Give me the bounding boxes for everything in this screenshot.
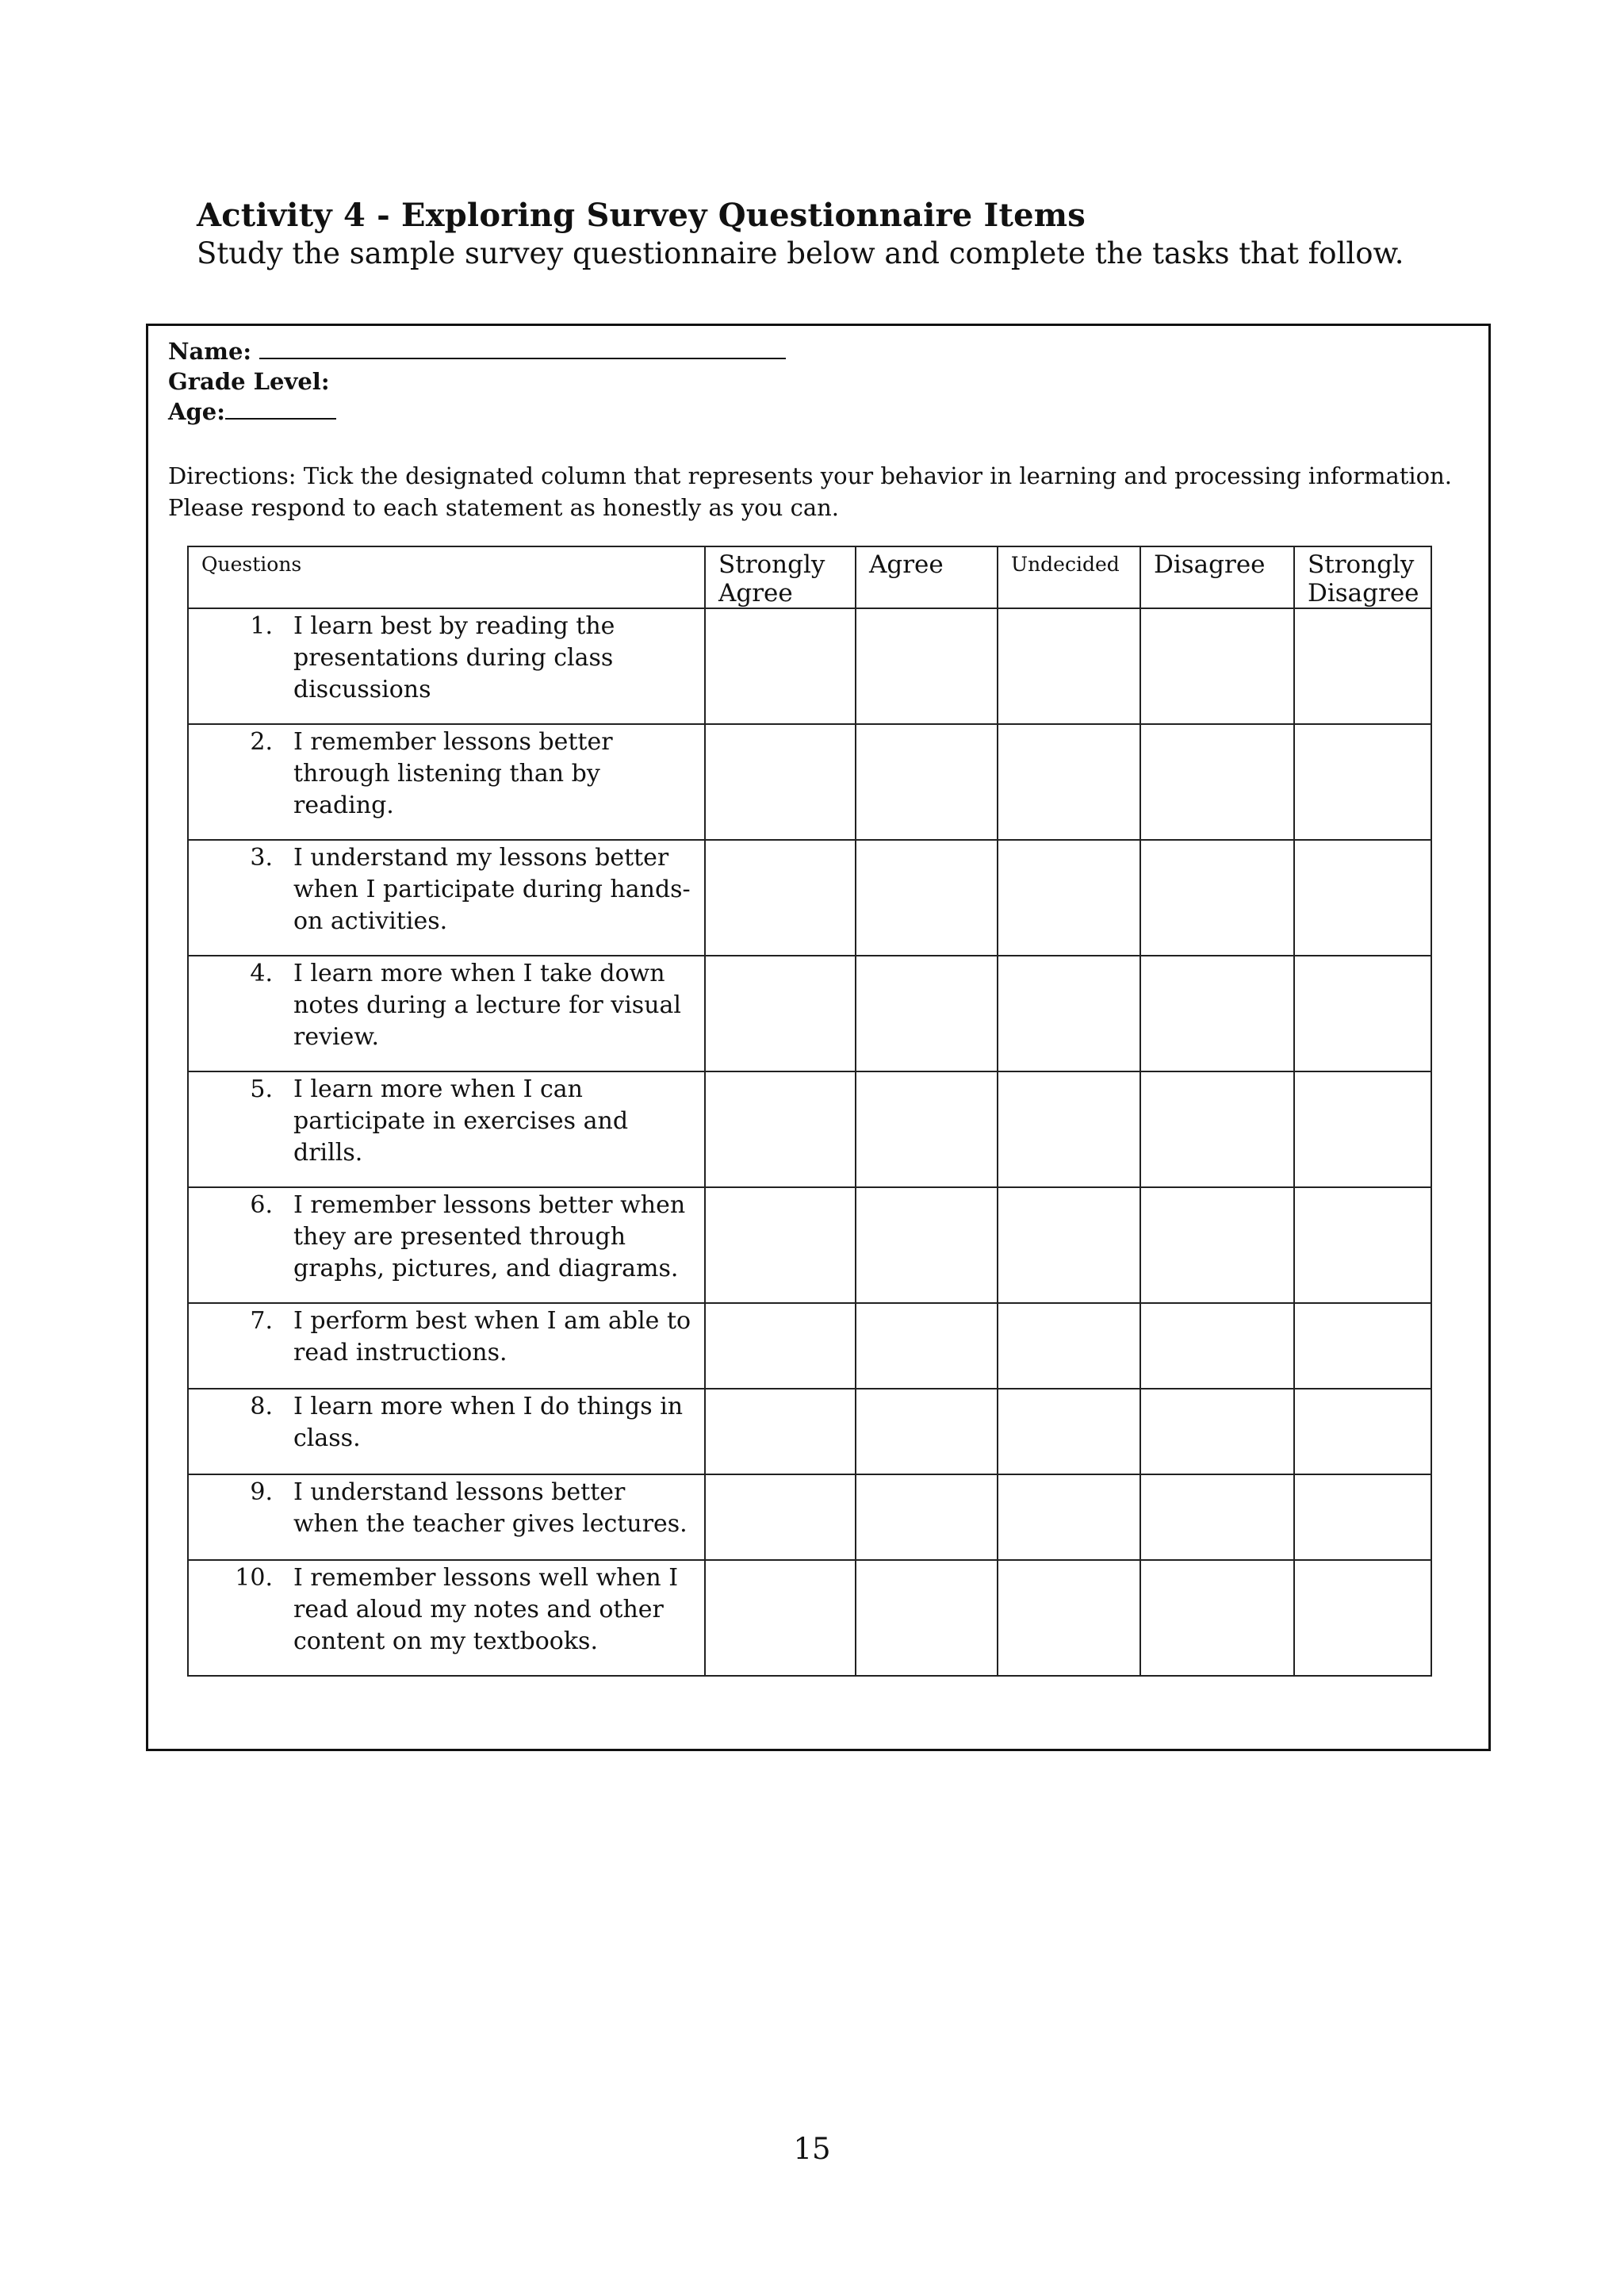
tick-cell-agree[interactable] bbox=[856, 1071, 998, 1187]
tick-cell-strongly-disagree[interactable] bbox=[1294, 724, 1431, 840]
question-text: I learn more when I take down notes during a lecture for visual review. bbox=[293, 960, 682, 1051]
question-cell bbox=[188, 608, 705, 724]
header-undecided: Undecided bbox=[998, 546, 1140, 608]
tick-cell-disagree[interactable] bbox=[1140, 956, 1294, 1071]
tick-cell-strongly-agree[interactable] bbox=[705, 956, 856, 1071]
question-cell bbox=[188, 1389, 705, 1474]
table-row bbox=[188, 840, 1431, 956]
question-number: 10. bbox=[235, 1564, 273, 1592]
question-cell bbox=[188, 840, 705, 956]
table-row bbox=[188, 1187, 1431, 1303]
tick-cell-undecided[interactable] bbox=[998, 608, 1140, 724]
question-text: I understand my lessons better when I participate during hands-on activities. bbox=[293, 844, 691, 935]
tick-cell-strongly-disagree[interactable] bbox=[1294, 956, 1431, 1071]
question-item bbox=[189, 1074, 696, 1169]
tick-cell-agree[interactable] bbox=[856, 1474, 998, 1560]
question-text: I remember lessons better through listening than by reading. bbox=[293, 728, 613, 819]
question-cell bbox=[188, 724, 705, 840]
tick-cell-strongly-agree[interactable] bbox=[705, 1474, 856, 1560]
question-item bbox=[189, 1305, 696, 1369]
question-number: 2. bbox=[250, 728, 273, 756]
tick-cell-agree[interactable] bbox=[856, 1187, 998, 1303]
tick-cell-disagree[interactable] bbox=[1140, 724, 1294, 840]
tick-cell-agree[interactable] bbox=[856, 608, 998, 724]
tick-cell-strongly-disagree[interactable] bbox=[1294, 608, 1431, 724]
question-number: 9. bbox=[250, 1478, 273, 1506]
question-item bbox=[189, 842, 696, 937]
question-text: I remember lessons well when I read aloud my notes and other content on my textbooks. bbox=[293, 1564, 679, 1655]
tick-cell-strongly-agree[interactable] bbox=[705, 1389, 856, 1474]
question-item bbox=[189, 1562, 696, 1658]
tick-cell-strongly-agree[interactable] bbox=[705, 1303, 856, 1389]
tick-cell-disagree[interactable] bbox=[1140, 608, 1294, 724]
question-cell bbox=[188, 1187, 705, 1303]
activity-instructions: Study the sample survey questionnaire below and complete the tasks that follow. bbox=[197, 236, 1404, 270]
name-field[interactable] bbox=[168, 338, 786, 365]
name-label: Name: bbox=[168, 338, 252, 365]
question-number: 5. bbox=[250, 1075, 273, 1103]
tick-cell-undecided[interactable] bbox=[998, 1303, 1140, 1389]
tick-cell-strongly-agree[interactable] bbox=[705, 724, 856, 840]
question-cell bbox=[188, 1071, 705, 1187]
tick-cell-strongly-disagree[interactable] bbox=[1294, 1389, 1431, 1474]
question-item bbox=[189, 1477, 696, 1540]
question-number: 7. bbox=[250, 1307, 273, 1335]
tick-cell-strongly-disagree[interactable] bbox=[1294, 1303, 1431, 1389]
tick-cell-strongly-disagree[interactable] bbox=[1294, 1071, 1431, 1187]
tick-cell-disagree[interactable] bbox=[1140, 1474, 1294, 1560]
table-row bbox=[188, 1389, 1431, 1474]
question-cell bbox=[188, 1474, 705, 1560]
tick-cell-strongly-agree[interactable] bbox=[705, 1560, 856, 1676]
tick-cell-undecided[interactable] bbox=[998, 1071, 1140, 1187]
tick-cell-strongly-disagree[interactable] bbox=[1294, 1474, 1431, 1560]
age-label: Age: bbox=[168, 398, 225, 425]
question-cell bbox=[188, 1560, 705, 1676]
tick-cell-disagree[interactable] bbox=[1140, 1560, 1294, 1676]
age-field[interactable] bbox=[168, 398, 336, 425]
tick-cell-undecided[interactable] bbox=[998, 956, 1140, 1071]
question-cell bbox=[188, 956, 705, 1071]
question-item bbox=[189, 958, 696, 1053]
question-item bbox=[189, 611, 696, 706]
age-blank-line[interactable] bbox=[225, 401, 336, 420]
survey-table-body bbox=[188, 608, 1431, 1676]
tick-cell-agree[interactable] bbox=[856, 1560, 998, 1676]
question-text: I perform best when I am able to read instructions. bbox=[293, 1307, 691, 1366]
question-item bbox=[189, 1190, 696, 1285]
question-number: 6. bbox=[250, 1191, 273, 1219]
tick-cell-agree[interactable] bbox=[856, 956, 998, 1071]
page-number: 15 bbox=[793, 2132, 831, 2166]
tick-cell-strongly-agree[interactable] bbox=[705, 608, 856, 724]
tick-cell-undecided[interactable] bbox=[998, 1474, 1140, 1560]
question-text: I learn best by reading the presentations during class discussions bbox=[293, 612, 615, 703]
tick-cell-disagree[interactable] bbox=[1140, 1389, 1294, 1474]
header-questions: Questions bbox=[188, 546, 705, 608]
question-text: I learn more when I can participate in exercises and drills. bbox=[293, 1075, 629, 1167]
grade-level-label: Grade Level: bbox=[168, 368, 330, 395]
tick-cell-agree[interactable] bbox=[856, 724, 998, 840]
tick-cell-strongly-disagree[interactable] bbox=[1294, 1187, 1431, 1303]
tick-cell-undecided[interactable] bbox=[998, 840, 1140, 956]
table-row bbox=[188, 956, 1431, 1071]
tick-cell-agree[interactable] bbox=[856, 1389, 998, 1474]
question-item bbox=[189, 726, 696, 822]
question-number: 8. bbox=[250, 1393, 273, 1420]
table-row bbox=[188, 1303, 1431, 1389]
question-number: 3. bbox=[250, 844, 273, 872]
tick-cell-disagree[interactable] bbox=[1140, 1071, 1294, 1187]
tick-cell-undecided[interactable] bbox=[998, 1187, 1140, 1303]
question-number: 1. bbox=[250, 612, 273, 640]
header-strongly-agree: Strongly Agree bbox=[705, 546, 856, 608]
name-blank-line[interactable] bbox=[259, 340, 786, 359]
tick-cell-disagree[interactable] bbox=[1140, 1303, 1294, 1389]
table-row bbox=[188, 1560, 1431, 1676]
question-item bbox=[189, 1391, 696, 1455]
question-number: 4. bbox=[250, 960, 273, 987]
tick-cell-agree[interactable] bbox=[856, 1303, 998, 1389]
question-text: I remember lessons better when they are presented through graphs, pictures, and diagrams. bbox=[293, 1191, 686, 1282]
tick-cell-disagree[interactable] bbox=[1140, 1187, 1294, 1303]
table-row bbox=[188, 1071, 1431, 1187]
question-text: I learn more when I do things in class. bbox=[293, 1393, 684, 1452]
survey-table bbox=[187, 546, 1432, 1677]
question-cell bbox=[188, 1303, 705, 1389]
survey-directions: Directions: Tick the designated column that represents your behavior in learning and processing information. Please respond to each statement as honestly as you can. bbox=[168, 462, 1453, 521]
header-strongly-disagree: Strongly Disagree bbox=[1294, 546, 1431, 608]
tick-cell-strongly-disagree[interactable] bbox=[1294, 840, 1431, 956]
tick-cell-undecided[interactable] bbox=[998, 1389, 1140, 1474]
question-text: I understand lessons better when the teacher gives lectures. bbox=[293, 1478, 688, 1538]
header-agree: Agree bbox=[856, 546, 998, 608]
table-row bbox=[188, 608, 1431, 724]
tick-cell-strongly-agree[interactable] bbox=[705, 840, 856, 956]
table-row bbox=[188, 724, 1431, 840]
tick-cell-undecided[interactable] bbox=[998, 724, 1140, 840]
table-header-row bbox=[188, 546, 1431, 608]
tick-cell-agree[interactable] bbox=[856, 840, 998, 956]
activity-title: Activity 4 - Exploring Survey Questionnaire Items bbox=[197, 197, 1086, 234]
table-row bbox=[188, 1474, 1431, 1560]
tick-cell-disagree[interactable] bbox=[1140, 840, 1294, 956]
tick-cell-strongly-disagree[interactable] bbox=[1294, 1560, 1431, 1676]
header-disagree: Disagree bbox=[1140, 546, 1294, 608]
tick-cell-strongly-agree[interactable] bbox=[705, 1071, 856, 1187]
tick-cell-strongly-agree[interactable] bbox=[705, 1187, 856, 1303]
grade-level-field[interactable] bbox=[168, 368, 330, 395]
tick-cell-undecided[interactable] bbox=[998, 1560, 1140, 1676]
